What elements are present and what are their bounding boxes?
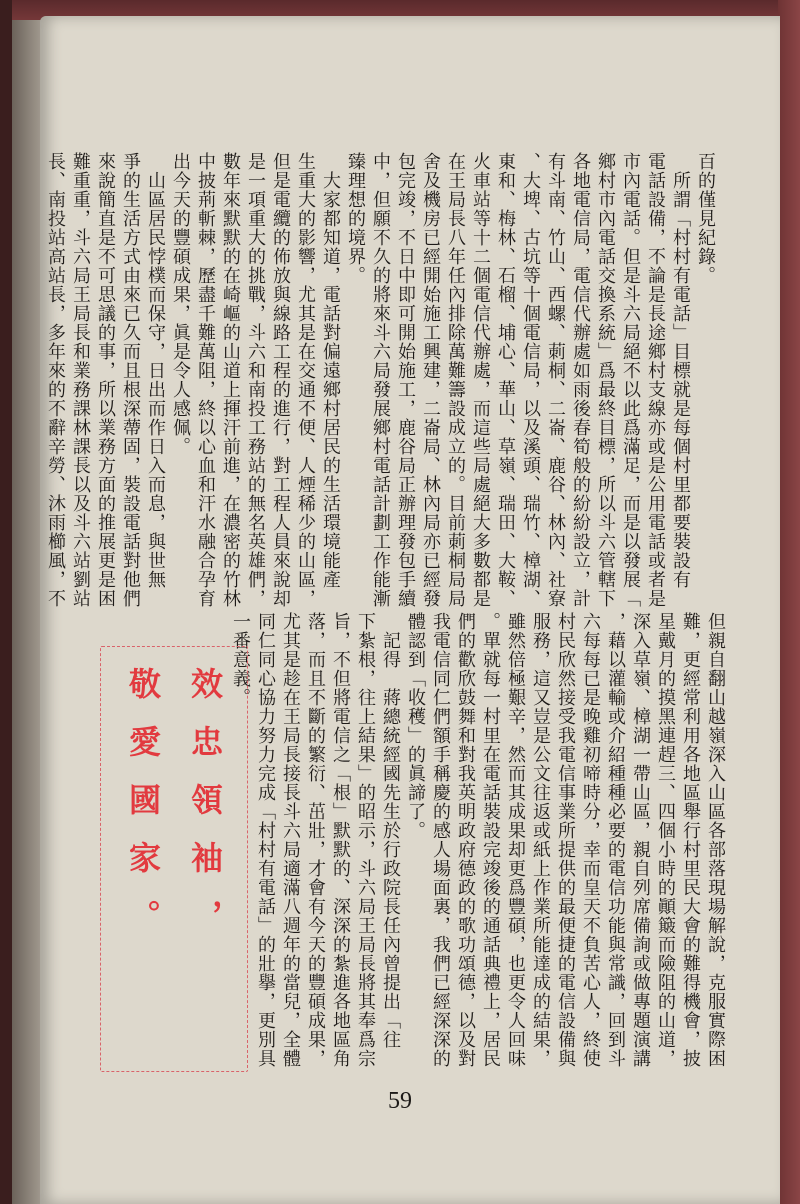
body-text-upper: 百的僅見紀錄。 所謂「村村有電話」目標就是每個村里都要裝設有 電話設備，不論是長途鄉村支線亦或是公用電話或者是 市內電話。但是斗六局絕不以此爲滿足，而是以發展「 鄉村市內電話交換系統」爲最終目標，所以斗六管轄下 各地電信局，電信代辦處如雨後春筍般的紛紛設立，計 有斗南、竹山、西螺、莿桐、二崙、鹿谷、林內、社寮 、大埤、古坑等十個電信局，以及溪頭、瑞竹、樟湖、 東和、梅林、石榴、埔心、華山、草嶺、瑞田、大鞍、 火車站等十二個電信代辦處，而這些局處絕大多數都是 在王局長八年任內排除萬難籌設成立的。目前莿桐局局 舍及機房已經開始施工興建，二崙局、林內局亦已經發 包完竣，不日中即可開始施工，鹿谷局正辦理發包手續 中，但願不久的將來斗六局發展鄉村電話計劃工作能漸 臻理想的境界。 大家都知道，電話對偏遠鄉村居民的生活環境能產 生重大的影響，尤其是在交通不便、人煙稀少的山區， 但是電纜的佈放與線路工程的進行，對工程人員來說却 是一項重大的挑戰，斗六和南投工務站的無名英雄們， 數年來默默的在崎嶇的山道上揮汗前進，在濃密的竹林 中披荊斬棘，歷盡千難萬阻，終以心血和汗水融合孕育 出今天的豐碩成果，眞是令人感佩。 山區居民悖樸而保守，日出而作日入而息，與世無 爭的生活方式由來已久而且根深蔕固，裝設電話對他們 來說簡直是不可思議的事，所以業務方面的推展更是困 難重重，斗六局王局長和業務課林課長以及斗六站劉站 長、南投站高站長，多年來的不辭辛勞、沐雨櫛風，不 [45,152,716,608]
page-number: 59 [388,1088,412,1114]
slogan-line-2: 敬愛國家。 [124,667,162,957]
slogan-box [100,646,248,1072]
book-cover-right [778,0,800,1204]
slogan-line-1: 效忠領袖， [186,667,224,957]
body-text-lower: 但親自翻山越嶺深入山區各部落現場解說，克服實際困 難，更經常利用各地區舉行村里民大會的難得機會，披 星戴月的摸黑連趕三、四個小時的顚簸而險阻的山道， 深入草嶺、樟湖一帶山區，親自列席備詢或做專題演講 ，藉以灌輸或介紹種種必要的電信功能與常識，回到斗 六每每已是晚雞初啼時分，幸而皇天不負苦心人，終使 村民欣然接受我電信事業所提供的最便捷的電信設備與 服務，這又豈是公文往返或紙上作業所能達成的結果， 雖然倍極艱辛，然而其成果却更爲豐碩，也更令人回味 。單就每一村里在電話裝設完竣後的通話典禮上，居民 們的歡欣鼓舞和對我英明政府德政的歌功頌德，以及對 我電信同仁們額手稱慶的感人場面裏，我們已經深深的 體認到「收穫」的眞諦了。 記得 蔣總統經國先生於行政院長任內曾提出「往 下紮根，往上結果」的昭示，斗六局王局長將其奉爲宗 旨，不但將電信之「根」默默的、深深的紮進各地區角 落，而且不斷的繁衍、茁壯，才會有今天的豐碩成果， 尤其是趁在王局長接長斗六局適滿八週年的當兒，全體 同仁同心協力努力完成「村村有電話」的壯擧，更別具 一番意義。 [230,612,726,1068]
book-cover-left [0,0,12,1204]
